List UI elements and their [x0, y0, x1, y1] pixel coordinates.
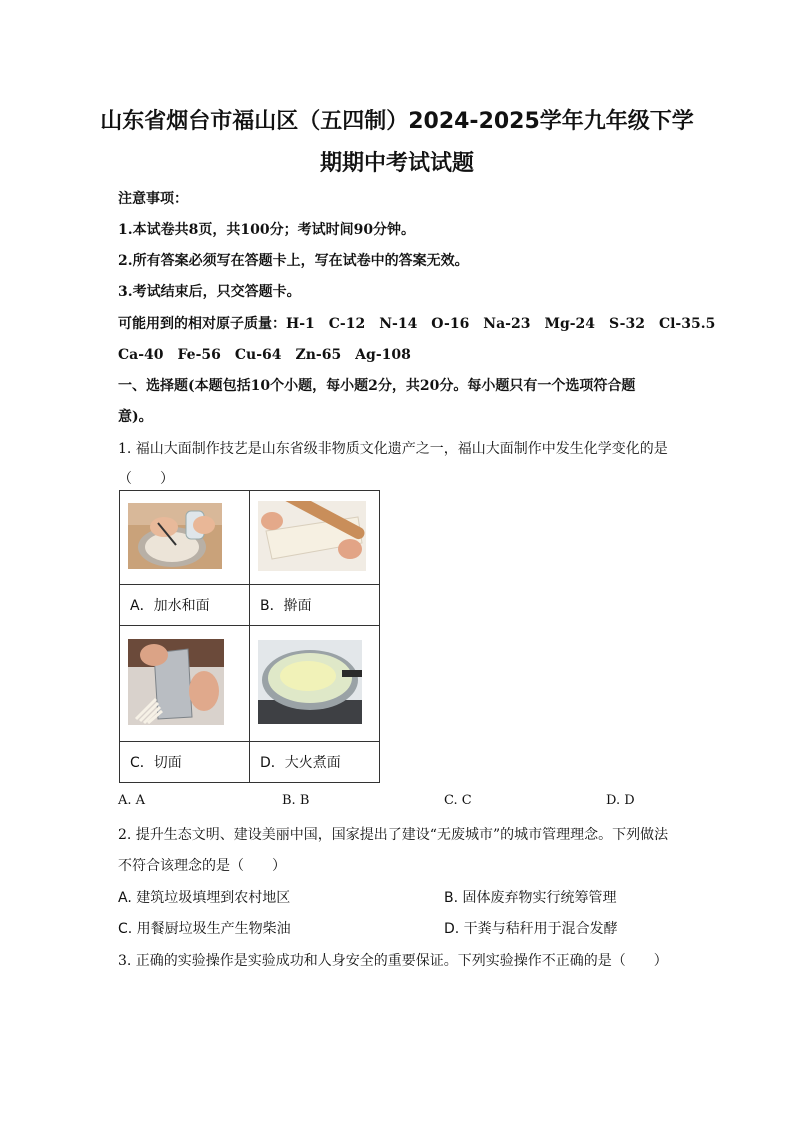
q1-answer-b: B. B	[282, 793, 310, 808]
rolling-dough-photo-icon	[258, 501, 366, 571]
cutting-noodles-photo-icon	[128, 639, 224, 725]
q1-option-a-label: A．加水和面	[120, 585, 250, 626]
notes-item-1: 1.本试卷共8页，共100分；考试时间90分钟。	[118, 222, 416, 238]
q1-stem-line-1: 1. 福山大面制作技艺是山东省级非物质文化遗产之一，福山大面制作中发生化学变化的是	[118, 441, 668, 457]
notes-heading: 注意事项：	[118, 191, 188, 207]
q1-answer-d: D. D	[606, 793, 635, 808]
notes-item-2: 2.所有答案必须写在答题卡上，写在试卷中的答案无效。	[118, 253, 469, 269]
q1-answer-c: C. C	[444, 793, 472, 808]
notes-item-3: 3.考试结束后，只交答题卡。	[118, 284, 301, 300]
atomic-masses-line-1: 可能用到的相对原子质量：H-1 C-12 N-14 O-16 Na-23 Mg-24 S-32 Cl-35.5	[118, 316, 716, 332]
boiling-noodles-photo-icon	[258, 640, 362, 724]
q2-option-b: B. 固体废弃物实行统筹管理	[444, 890, 617, 906]
q1-cell-b-image	[250, 491, 380, 585]
q1-cell-c-image	[120, 626, 250, 742]
q1-cell-a-image	[120, 491, 250, 585]
q1-answer-a: A. A	[118, 793, 146, 808]
q2-option-a: A. 建筑垃圾填埋到农村地区	[118, 890, 291, 906]
q1-option-c-label: C．切面	[120, 742, 250, 783]
q1-option-d-label: D．大火煮面	[250, 742, 380, 783]
q1-option-table	[119, 490, 380, 783]
q2-stem-line-1: 2. 提升生态文明、建设美丽中国，国家提出了建设“无废城市”的城市管理理念。下列做法	[118, 827, 669, 843]
mixing-flour-photo-icon	[128, 503, 222, 569]
atomic-masses-line-2: Ca-40 Fe-56 Cu-64 Zn-65 Ag-108	[118, 347, 411, 363]
title-line-1: 山东省烟台市福山区（五四制）2024-2025学年九年级下学	[100, 109, 694, 134]
section-heading-line-2: 意)。	[118, 409, 153, 425]
q2-option-d: D. 干粪与秸秆用于混合发酵	[444, 921, 618, 937]
q1-cell-d-image	[250, 626, 380, 742]
q1-stem-line-2: （ ）	[118, 471, 174, 487]
q2-stem-line-2: 不符合该理念的是（ ）	[118, 858, 286, 874]
q1-option-b-label: B．擀面	[250, 585, 380, 626]
q2-option-c: C. 用餐厨垃圾生产生物柴油	[118, 921, 291, 937]
section-heading-line-1: 一、选择题(本题包括10个小题，每小题2分，共20分。每小题只有一个选项符合题	[118, 378, 636, 394]
title-line-2: 期期中考试试题	[319, 151, 474, 176]
q3-stem: 3. 正确的实验操作是实验成功和人身安全的重要保证。下列实验操作不正确的是（ ）	[118, 953, 668, 969]
